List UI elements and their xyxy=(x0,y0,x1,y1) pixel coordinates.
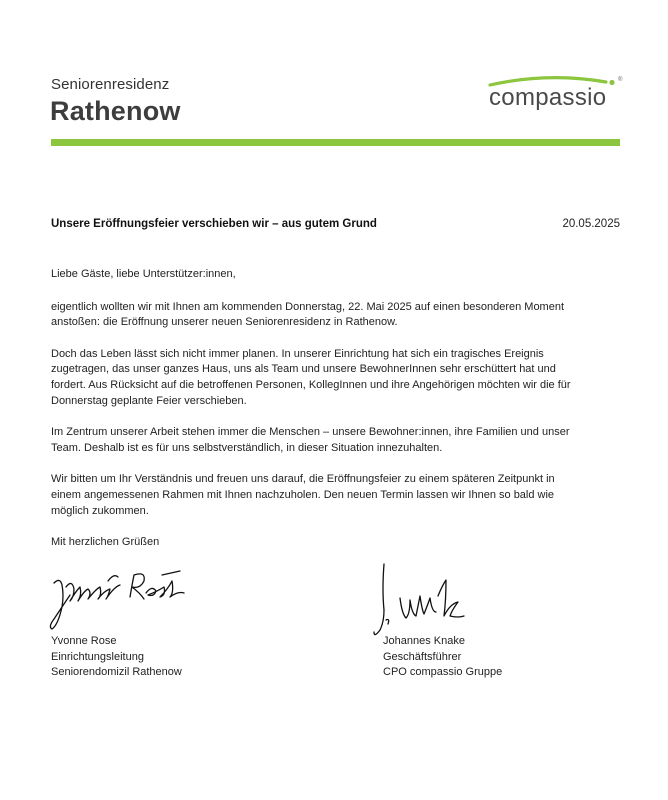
signer-block-yvonne-rose xyxy=(51,634,182,681)
signer-role: Geschäftsführer xyxy=(383,650,462,663)
letter-paragraph: Doch das Leben lässt sich nicht immer planen. In unserer Einrichtung hat sich ein tragisches Ereignis zugetragen, das unser ganzes Haus, uns als Team und unsere BewohnerInnen sehr erschüttert hat und fordert. Aus Rücksicht auf die betroffenen Personen, KollegInnen und ihre Angehörigen möchten wir die für Donnerstag geplante Feier verschieben. xyxy=(51,347,571,407)
letter-paragraph: Im Zentrum unserer Arbeit stehen immer die Menschen – unsere Bewohner:innen, ihre Familien und unser Team. Deshalb ist es für uns selbstverständlich, in dieser Situation innezuhalten. xyxy=(51,426,570,454)
letter-body xyxy=(51,267,571,567)
signer-organization: Seniorendomizil Rathenow xyxy=(51,666,182,679)
header-divider-bar xyxy=(51,139,620,146)
signer-role: Einrichtungsleitung xyxy=(51,650,144,663)
letter-subject: Unsere Eröffnungsfeier verschieben wir – aus gutem Grund xyxy=(51,218,377,230)
signature-johannes-knake xyxy=(372,560,472,642)
logo-text: compassio xyxy=(489,84,607,111)
compassio-logo xyxy=(488,74,624,114)
letter-closing: Mit herzlichen Grüßen xyxy=(51,536,160,549)
letter-greeting: Liebe Gäste, liebe Unterstützer:innen, xyxy=(51,268,236,280)
header-title: Rathenow xyxy=(50,96,181,126)
signature-yvonne-rose xyxy=(48,567,188,635)
letter-paragraph: Wir bitten um Ihr Verständnis und freuen uns darauf, die Eröffnungsfeier zu einem späteren Zeitpunkt in einem angemessenen Rahmen mit Ihnen nachzuholen. Den neuen Termin lassen wir Ihnen so bald wie möglich zukommen. xyxy=(51,473,555,517)
logo-registered-mark: ® xyxy=(618,77,623,83)
header-subtitle: Seniorenresidenz xyxy=(51,76,170,93)
signer-block-johannes-knake xyxy=(383,634,502,681)
signer-name: Yvonne Rose xyxy=(51,635,117,647)
signer-organization: CPO compassio Gruppe xyxy=(383,666,503,679)
letter-paragraph: eigentlich wollten wir mit Ihnen am kommenden Donnerstag, 22. Mai 2025 auf einen besonderen Moment anstoßen: die Eröffnung unserer neuen Seniorenresidenz in Rathenow. xyxy=(51,300,565,329)
signer-name: Johannes Knake xyxy=(383,635,465,647)
letter-date: 20.05.2025 xyxy=(562,218,620,230)
